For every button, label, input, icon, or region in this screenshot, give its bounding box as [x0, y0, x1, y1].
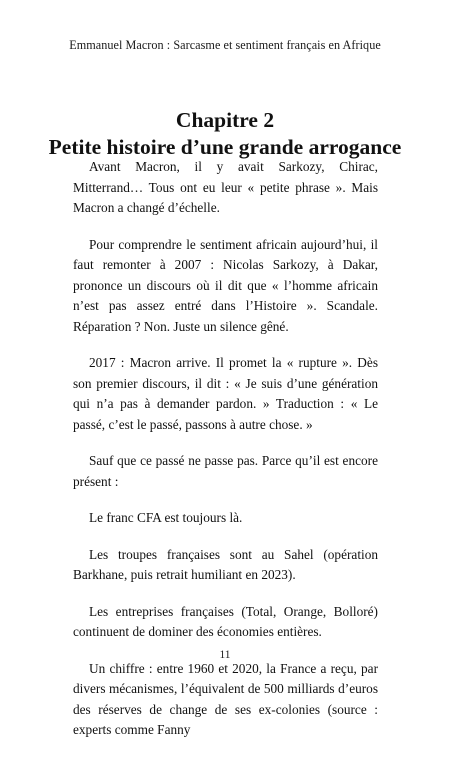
paragraph: Les troupes françaises sont au Sahel (opération Barkhane, puis retrait humiliant en 2023).	[73, 546, 378, 582]
paragraph: Les entreprises françaises (Total, Orange, Bolloré) continuent de dominer des économies entières.	[73, 603, 378, 639]
paragraph: 2017 : Macron arrive. Il promet la « rupture ». Dès son premier discours, il dit : « Je suis d’une génération qui n’a pas à demander pardon. » Traduction : « Le passé, c’est le passé, passons à autre chose. »	[73, 355, 378, 432]
chapter-number: Chapitre 2	[175, 108, 275, 132]
paragraph: Un chiffre : entre 1960 et 2020, la France a reçu, par divers mécanismes, l’équivalent de 500 milliards d’euros des réserves de change de ses ex-colonies (source : experts comme Fanny	[73, 660, 378, 737]
page-number: 11	[219, 649, 231, 661]
running-header: Emmanuel Macron : Sarcasme et sentiment français en Afrique	[69, 38, 381, 52]
paragraph: Le franc CFA est toujours là.	[89, 510, 243, 525]
chapter-heading	[0, 107, 450, 161]
chapter-title: Petite histoire d’une grande arrogance	[48, 135, 402, 159]
body-text	[73, 157, 378, 757]
paragraph: Pour comprendre le sentiment africain aujourd’hui, il faut remonter à 2007 : Nicolas Sarkozy, à Dakar, prononce un discours où il dit que « l’homme africain n’est pas assez entré dans l’Histoire ». Scandale. Réparation ? Non. Juste un silence gêné.	[73, 236, 378, 334]
paragraph: Avant Macron, il y avait Sarkozy, Chirac, Mitterrand… Tous ont eu leur « petite phrase ». Mais Macron a changé d’échelle.	[73, 159, 378, 215]
paragraph: Sauf que ce passé ne passe pas. Parce qu’il est encore présent :	[73, 453, 378, 489]
